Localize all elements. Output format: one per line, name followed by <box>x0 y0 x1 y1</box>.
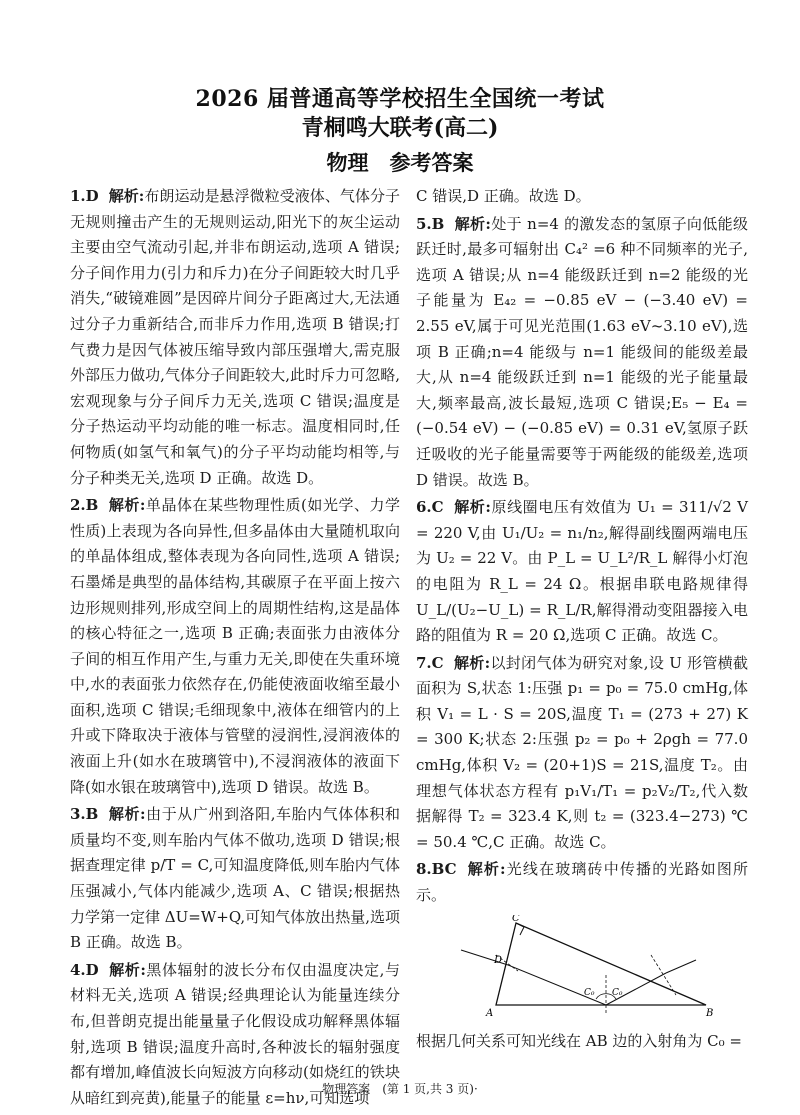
answer-item: 8.BC 解析:光线在玻璃砖中传播的光路如图所示。 <box>416 860 748 905</box>
glass-prism <box>496 923 706 1005</box>
answer-item: 5.B 解析:处于 n=4 的激发态的氢原子向低能级跃迁时,最多可辐射出 C₄² =6 种不同频率的光子,选项 A 错误;从 n=4 能级跃迁到 n=2 能级的光子能量为 E₄₂ = −0.85 eV − (−3.40 eV) = 2.55 eV,属于可见光范围(1.63 eV~3.10 eV),选项 B 正确;n=4 能级与 n=1 能级间的能级差最大,从 n=4 能级跃迁到 n=1 能级的光子能量最大,频率最高,波长最短,选项 C 错误;E₅ − E₄ = (−0.54 eV) − (−0.85 eV) = 0.31 eV,氢原子跃迁吸收的光子能量需要等于两能级的能级差,选项 D 错误。故选 B。 <box>416 214 749 489</box>
emergent-ray <box>666 960 696 973</box>
answer-item: 2.B 解析:单晶体在某些物理性质(如光学、力学性质)上表现为各向异性,但多晶体由大量随机取向的单晶体组成,整体表现为各向同性,选项 A 错误;石墨烯是典型的晶体结构,其碳原子在平面上按六边形规则排列,形成空间上的周期性结构,这是晶体的核心特征之一,选项 B 正确;表面张力由液体分子间的相互作用产生,与重力无关,即使在失重环境中,水的表面张力依然存在,仍能使液面收缩至最小面积,选项 C 错误;毛细现象中,液体在细管内的上升或下降取决于液体与管壁的浸润性,浸润液体的液面上升(如水在玻璃管中),不浸润液体的液面下降(如水银在玻璃管中),选项 D 错误。故选 B。 <box>70 496 400 796</box>
light-path-diagram <box>456 915 716 1025</box>
refracted-ray <box>508 965 606 1005</box>
answer-item: 7.C 解析:以封闭气体为研究对象,设 U 形管横截面积为 S,状态 1:压强 p₁ = p₀ = 75.0 cmHg,体积 V₁ = L · S = 20S,温度 T₁ = (273 + 27) K = 300 K;状态 2:压强 p₂ = p₀ + 2ρgh = 77.0 cmHg,体积 V₂ = (20+1)S = 21S,温度 T₂。由理想气体状态方程有 p₁V₁/T₁ = p₂V₂/T₂,代入数据解得 T₂ = 323.4 K,则 t₂ = (323.4−273) ℃ = 50.4 ℃,C 正确。故选 C。 <box>416 653 748 851</box>
page-footer: 物理答案 (第 1 页,共 3 页)· <box>322 1082 478 1096</box>
answer-item: 根据几何关系可知光线在 AB 边的入射角为 C₀ = <box>416 1031 742 1050</box>
answer-item: C 错误,D 正确。故选 D。 <box>416 187 591 205</box>
exam-subtitle: 青桐鸣大联考(高二) <box>301 115 499 141</box>
answer-item: 6.C 解析:原线圈电压有效值为 U₁ = 311/√2 V = 220 V,由 U₁/U₂ = n₁/n₂,解得副线圈两端电压为 U₂ = 22 V。由 P_L = U_L²/R_L 解得小灯泡的电阻为 R_L = 24 Ω。根据串联电路规律得 U_L/(U₂−U_L) = R_L/R,解得滑动变阻器接入电路的阻值为 R = 20 Ω,选项 C 正确。故选 C。 <box>416 498 748 645</box>
right-column <box>416 184 748 1056</box>
vertex-label: D <box>494 954 503 966</box>
answer-item: 4.D 解析:黑体辐射的波长分布仅由温度决定,与材料无关,选项 A 错误;经典理论认为能量连续分布,但普朗克提出能量量子化假设成功解释黑体辐射,选项 B 错误;温度升高时,各种波长的辐射强度都有增加,峰值波长向短波方向移动(如烧红的铁块从暗红到亮黄),能量子的能量 ε=hν,可知选项 <box>70 960 400 1107</box>
vertex-label: A <box>486 1007 494 1019</box>
vertex-label: B <box>706 1007 714 1019</box>
exam-title: 2026 届普通高等学校招生全国统一考试 <box>195 86 605 112</box>
left-column <box>70 184 400 1113</box>
angle-label: C₀ <box>584 987 595 998</box>
angle-label: C₀ <box>612 987 623 998</box>
page-title: 物理 参考答案 <box>326 150 474 175</box>
right-angle-mark <box>516 923 524 935</box>
vertex-label: C <box>512 914 520 924</box>
normal-line <box>651 955 676 995</box>
answer-item: 1.D 解析:布朗运动是悬浮微粒受液体、气体分子无规则撞击产生的无规则运动,阳光下的灰尘运动主要由空气流动引起,并非布朗运动,选项 A 错误;分子间作用力(引力和斥力)在分子间距较大时几乎消失,“破镜难圆”是因碎片间分子距离过大,无法通过分子力重新结合,而非斥力作用,选项 B 错误;打气费力是因气体被压缩导致内部压强增大,需克服外部压力做功,气体分子间距较大,此时斥力可忽略,宏观现象与分子间斥力无关,选项 C 错误;温度是分子热运动平均动能的唯一标志。温度相同时,任何物质(如氢气和氧气)的分子平均动能均相等,与分子种类无关,选项 D 正确。故选 D。 <box>70 187 400 487</box>
answer-item: 3.B 解析:由于从广州到洛阳,车胎内气体体积和质量均不变,则车胎内气体不做功,选项 D 错误;根据查理定律 p/T = C,可知温度降低,则车胎内气体压强减小,气体内能减少,选项 A、C 错误;根据热力学第一定律 ΔU=W+Q,可知气体放出热量,选项 B 正确。故选 B。 <box>70 805 400 952</box>
